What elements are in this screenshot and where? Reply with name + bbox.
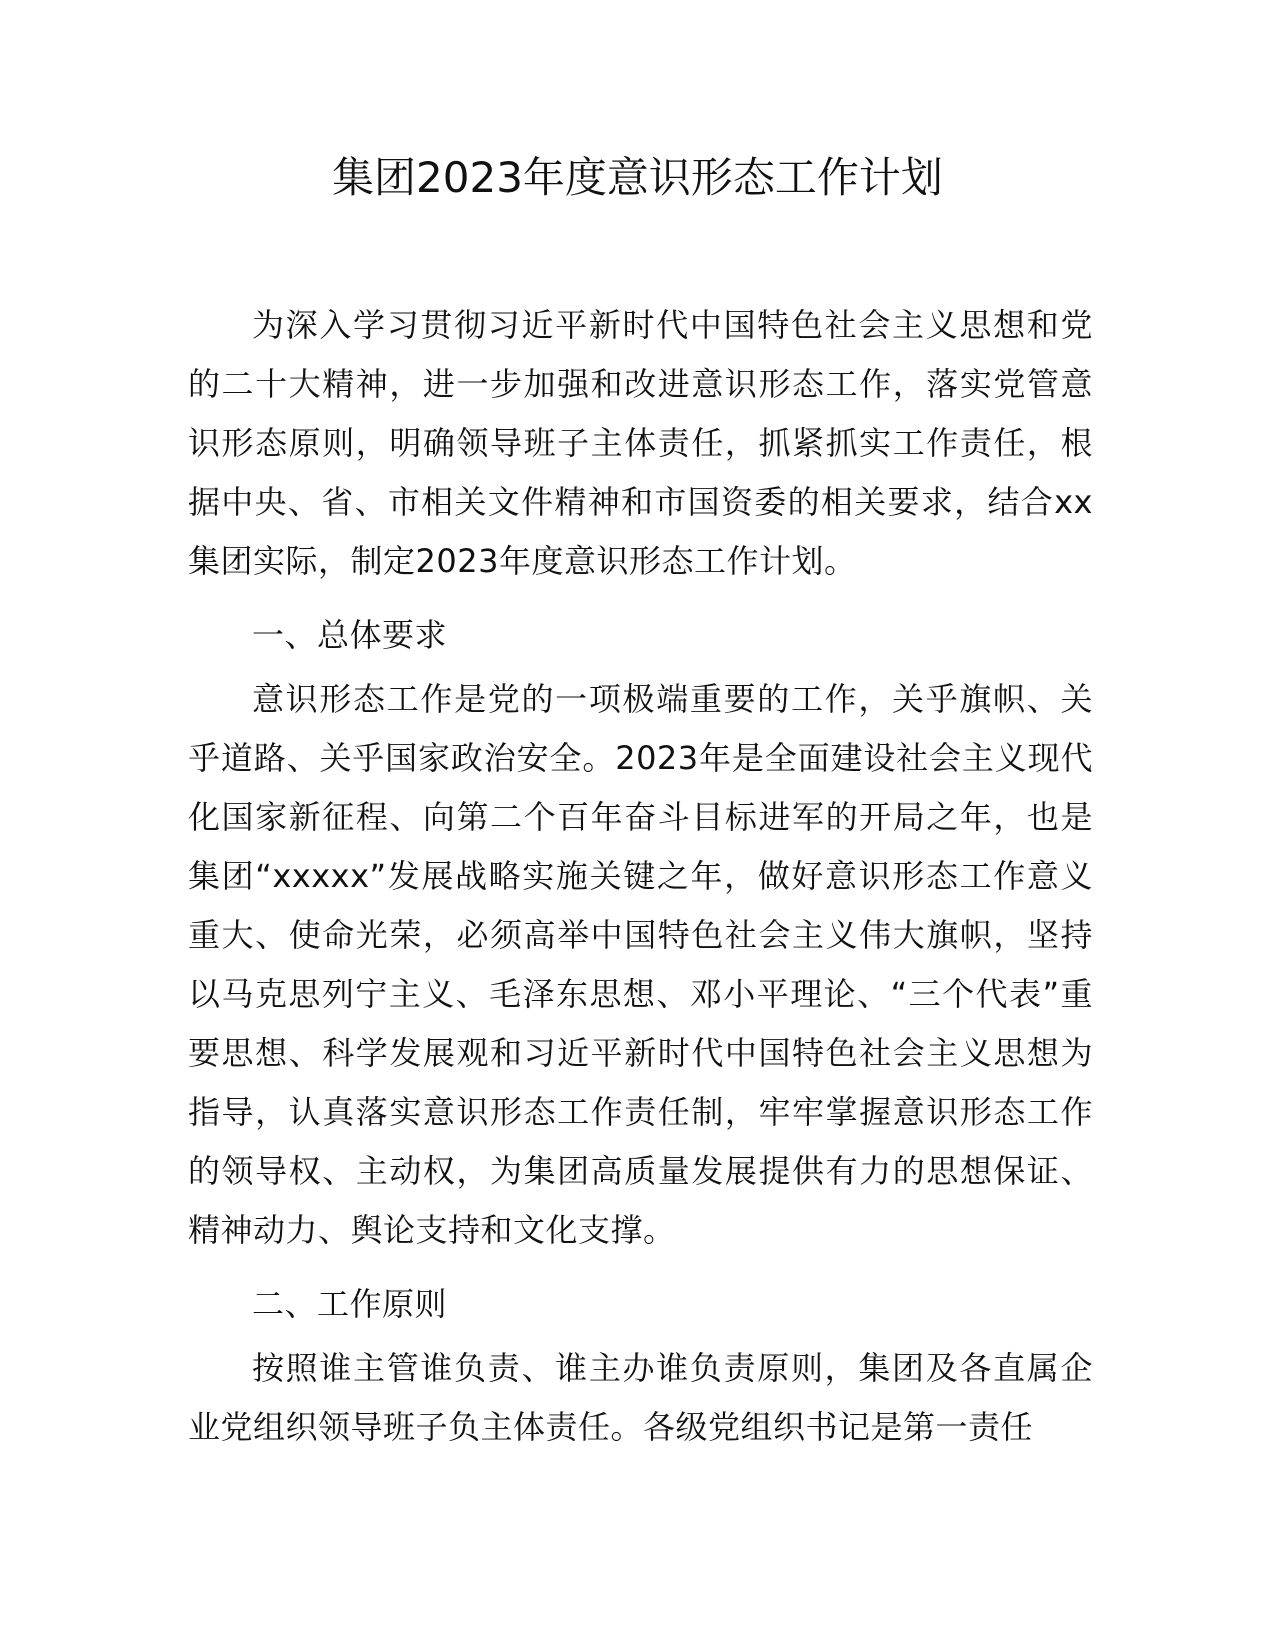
- section-body-work-principles: 按照谁主管谁负责、谁主办谁负责原则，集团及各直属企业党组织领导班子负主体责任。各级党组织书记是第一责任: [188, 1349, 1093, 1446]
- document-body: [188, 296, 1093, 1457]
- intro-paragraph: 为深入学习贯彻习近平新时代中国特色社会主义思想和党的二十大精神，进一步加强和改进意识形态工作，落实党管意识形态原则，明确领导班子主体责任，抓紧抓实工作责任，根据中央、省、市相关文件精神和市国资委的相关要求，结合xx集团实际，制定2023年度意识形态工作计划。: [188, 306, 1093, 580]
- section-heading-general-requirements: 一、总体要求: [252, 616, 448, 654]
- document-title: 集团2023年度意识形态工作计划: [332, 153, 943, 202]
- section-body-general-requirements: 意识形态工作是党的一项极端重要的工作，关乎旗帜、关乎道路、关乎国家政治安全。2023年是全面建设社会主义现代化国家新征程、向第二个百年奋斗目标进军的开局之年，也是集团“xxxxx”发展战略实施关键之年，做好意识形态工作意义重大、使命光荣，必须高举中国特色社会主义伟大旗帜，坚持以马克思列宁主义、毛泽东思想、邓小平理论、“三个代表”重要思想、科学发展观和习近平新时代中国特色社会主义思想为指导，认真落实意识形态工作责任制，牢牢掌握意识形态工作的领导权、主动权，为集团高质量发展提供有力的思想保证、精神动力、舆论支持和文化支撑。: [188, 680, 1093, 1249]
- section-heading-work-principles: 二、工作原则: [252, 1285, 448, 1323]
